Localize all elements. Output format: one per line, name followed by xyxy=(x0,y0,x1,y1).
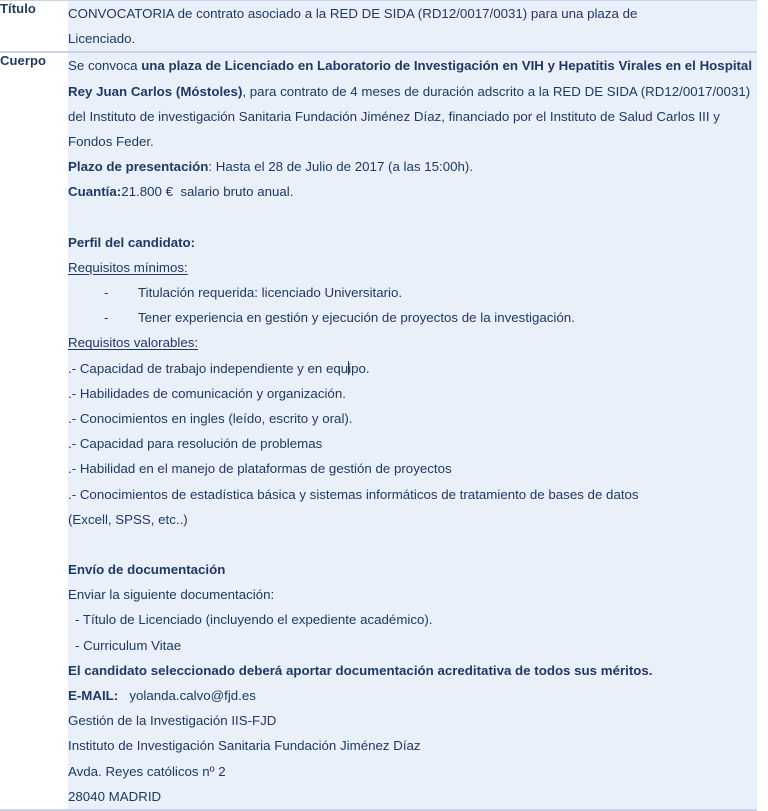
valorable-line-6-cont: (Excell, SPSS, etc..) xyxy=(68,511,188,527)
dash-bullet-icon: - xyxy=(104,285,109,301)
candidato-note: El candidato seleccionado deberá aportar documentación acreditativa de todos sus méritos. xyxy=(68,662,653,678)
table-row-cuerpo xyxy=(0,52,768,810)
valorable-line-1-part-b: ipo. xyxy=(348,360,370,376)
email-value[interactable]: yolanda.calvo@fjd.es xyxy=(129,688,256,704)
row-label-cell-titulo xyxy=(0,1,68,53)
valorable-line-1-part-a: .- Capacidad de trabajo independiente y en equ xyxy=(68,360,349,376)
right-margin-spacer-cuerpo xyxy=(757,52,768,810)
dash-bullet-icon: - xyxy=(104,310,109,326)
intro-rest: , para contrato de 4 meses de duración adscrito a la RED DE SIDA (RD12/0017/0031) del Instituto de investigación Sanitaria Fundación Jiménez Díaz, financiado por el Instituto de Salud Carlos III y Fondos Feder. xyxy=(68,83,751,150)
perfil-heading: Perfil del candidato: xyxy=(68,234,196,250)
list-item xyxy=(68,305,757,330)
envio-heading: Envío de documentación xyxy=(68,562,226,578)
list-item xyxy=(68,280,757,305)
valorable-line-2: .- Habilidades de comunicación y organización. xyxy=(68,385,346,401)
valorable-line-6: .- Conocimientos de estadística básica y sistemas informáticos de tratamiento de bases de datos xyxy=(68,486,639,502)
envio-item-1: - Título de Licenciado (incluyendo el expediente académico). xyxy=(75,612,433,628)
list-item-text: Titulación requerida: licenciado Universitario. xyxy=(138,285,403,301)
intro-paragraph xyxy=(68,53,757,154)
titulo-line-1: CONVOCATORIA de contrato asociado a la RED DE SIDA (RD12/0017/0031) para una plaza de xyxy=(68,6,638,21)
table-row-titulo xyxy=(0,1,768,53)
valorable-line-3: .- Conocimientos en ingles (leído, escrito y oral). xyxy=(68,411,353,427)
cuantia-label: Cuantía: xyxy=(68,184,122,200)
requisitos-valorables-heading-text: Requisitos valorables: xyxy=(68,335,199,351)
row-label-cell-cuerpo xyxy=(0,52,68,810)
list-item-text: Tener experiencia en gestión y ejecución de proyectos de la investigación. xyxy=(138,310,575,326)
plazo-line xyxy=(68,154,757,179)
requisitos-minimos-list xyxy=(68,280,757,330)
cuantia-value: 21.800 € salario bruto anual. xyxy=(121,184,294,200)
titulo-line-2: Licenciado. xyxy=(68,31,136,47)
envio-intro: Enviar la siguiente documentación: xyxy=(68,587,275,603)
email-spacer xyxy=(118,688,129,703)
email-label: E-MAIL: xyxy=(68,688,119,704)
requisitos-valorables-heading xyxy=(68,330,757,355)
cuantia-line xyxy=(68,179,757,204)
valorable-line-5: .- Habilidad en el manejo de plataformas de gestión de proyectos xyxy=(68,461,452,477)
blank-spacer-1 xyxy=(68,205,757,230)
email-line xyxy=(68,683,757,708)
intro-lead: Se convoca xyxy=(68,58,142,74)
row-body-cell-cuerpo xyxy=(68,52,757,810)
requisitos-minimos-heading-text: Requisitos mínimos: xyxy=(68,259,188,275)
signature-line-1: Gestión de la Investigación IIS-FJD xyxy=(68,713,277,729)
right-margin-spacer-titulo xyxy=(757,1,768,53)
row-label-titulo: Título xyxy=(0,1,36,16)
intro-bold-position: una plaza de Licenciado en Laboratorio de Investigación en VIH y Hepatitis Virales en el Hospital Rey Juan Carlos (Móstoles) xyxy=(68,58,753,99)
requisitos-minimos-heading xyxy=(68,255,757,280)
signature-line-2: Instituto de Investigación Sanitaria Fundación Jiménez Díaz xyxy=(68,738,421,754)
plazo-value: : Hasta el 28 de Julio de 2017 (a las 15:00h). xyxy=(208,159,474,175)
row-body-cell-titulo xyxy=(68,1,757,53)
envio-item-2: - Curriculum Vitae xyxy=(75,637,182,653)
valorable-line-1 xyxy=(68,356,757,381)
row-label-cuerpo: Cuerpo xyxy=(0,53,47,69)
valorable-line-4: .- Capacidad para resolución de problemas xyxy=(68,436,323,452)
plazo-label: Plazo de presentación xyxy=(68,159,209,175)
signature-line-3: Avda. Reyes católicos nº 2 xyxy=(68,763,226,779)
blank-spacer-2 xyxy=(68,532,757,557)
signature-line-4: 28040 MADRID xyxy=(68,788,162,804)
